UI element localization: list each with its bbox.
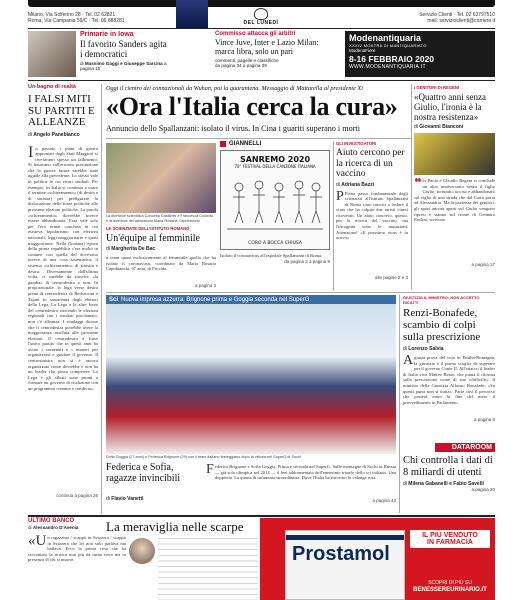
teaser-modenantiquaria[interactable] (345, 31, 495, 77)
sci-label: Sci (109, 296, 119, 303)
ultimo-body: «Un ragazzino / scappò in Svizzera / scappò in Svizzera che lei non solo parlava ma ballava. Ecco la prima cosa che ha raccontato la ricerca non più da turno terra ma in presenza di chi si muove. (28, 535, 126, 563)
vaccino-kicker: GLI INVESTIGATORI (336, 141, 377, 146)
scientists-caption: La direttrice scientifica Concetta Castilletti e Francesca Colavita e la direttrice del laboratorio Maria Rosaria Capobianchi (106, 214, 213, 223)
sci-banner[interactable] (106, 295, 396, 304)
skiers-caption: Sofia Goggia (27 anni) e Federica Brignone (29) con il team italiano festeggiano dopo la vittoria nel SuperG di Sochi (106, 455, 301, 459)
main-kicker: Oggi il rientro dei connazionali da Wuhan, poi la quarantena. Messaggio di Mattarella al presidente Xi (106, 85, 363, 92)
renzi-article[interactable] (403, 295, 495, 422)
left-column (28, 84, 98, 514)
teaser-iowa-authors: di Massimo Gaggi e Giuseppe Sarcina a pagina 15 (80, 61, 167, 71)
scienziate-title: Un'équipe al femminile (106, 233, 200, 244)
dataroom-page: a pagina 20 (471, 487, 495, 492)
teaser-iowa-kicker: Primarie in Iowa (80, 31, 134, 38)
federica-title: Federica e Sofia, ragazze invincibili (106, 462, 181, 484)
ultimo-label: ULTIMO BANCO (28, 518, 75, 524)
teaser-calcio-page: da pagina 34 a pagina 39 (215, 63, 267, 68)
modena-url: WWW.MODENANTIQUARIA.IT (349, 64, 426, 70)
vaccino-article[interactable] (336, 141, 408, 280)
scienziate-article[interactable] (106, 226, 216, 288)
prostamol-scopri: SCOPRI DI PIÙ SU (428, 580, 472, 586)
cartoon-subtitle: 70° FESTIVAL DELLA CANZONE ITALIANA (234, 164, 316, 169)
regeni-author: di Giovanni Bianconi (414, 124, 464, 130)
teaser-calcio-kicker: Commisso attacca gli arbitri (215, 31, 296, 37)
giannelli-cartoon (220, 141, 330, 281)
dataroom-article[interactable] (403, 443, 495, 492)
renzi-kicker: GIUSTIZIA IL MINISTRO: NON ACCETTO RICATTI (403, 295, 480, 305)
federica-page: a pagina 43 (372, 498, 396, 503)
left-kicker: Un bagno di realtà (28, 84, 76, 90)
masthead (0, 0, 523, 28)
vaccino-author: di Adriana Bazzi (336, 181, 375, 188)
giannelli-caption: Isolato il coronavirus all'ospedale Spallanzani di Roma. (220, 253, 323, 258)
cartoon-drawing (221, 173, 329, 235)
ultimo-title: La meraviglia nelle scarpe (106, 519, 244, 534)
teaser-iowa-title: Il favorito Sanders agita i democratici (80, 39, 167, 59)
left-body: In passato i piani di guerra approntati dagli Stati Maggiori si rivelavano spesso un fallimento. Si basavano sull'erronea presunzione che la guerra futura sarebbe stata uguale alla precedente. Lo stesso vale in politica le cui errori studiati. Per esempio, in Italia si continua a usare il termine «schieramento» (di destra e di sinistra) per prefigurare la dislocazione delle forze politiche alle prossime elezioni politiche. La parola «schieramento» dovrebbe invece essere abbandonata. Essa vale solo per l'era ormai conclusa in cui esisteva bipolarismo con elezioni nazionali, leggi maggioritarie e quasi maggioritarie. Nella (lontana) epoca della prima repubblica c'era molto in comune con quella del dovevano invece di una cosa sistematica, il sistema «schieramento» di sinistra e destra. Diversamente dall'ultima volta, ci sarebbe da riuscire «la gamba» di centrodestra o non. In proporzionale, la fuga verso destra piena di centrodestra di Berlusconi e Tajani fu sanzionata dagli elettori della Lega. La Lega e le altre forze del centrodestra vincendo le elezioni regionali con i risultati proclamato, non c'è alleanza. I sondaggi dicono che il centrodestra potrebbe avere la maggioranza assoluta alle prossime elezioni. Il centrodestra è forse l'unico partito che in questi anni ha avuto i contenuti e i numeri per organizzarsi e guidare il governo. Il centrosinistra non si è ancora organizzato come dovrebbe e non ha un leader che possa competere. La Lega e gli alleati sono pronti a formare un governo di coalizione con un programma comune e condiviso. (28, 145, 98, 392)
scienziate-author: di Margherita De Bac (106, 246, 156, 252)
skiers-photo (106, 304, 396, 454)
prostamol-site[interactable]: BENESSEREURINARIO.IT (413, 587, 487, 593)
federica-article[interactable] (106, 462, 396, 512)
scienziate-kicker: LE SCIENZIATE DELL'ISTITUTO ROMANO (106, 226, 190, 231)
square-bullet-icon (220, 141, 226, 147)
modena-title: Modenantiquaria (349, 33, 422, 43)
modena-line2: ModenaFiere (349, 48, 376, 53)
regeni-title: «Quattro anni senza Giulio, l'ironia è la nostra resistenza» (414, 92, 486, 122)
ultimo-author: di Alessandro D'Avenia (28, 525, 79, 530)
masthead-left-info: Milano, Via Solferino 28 · Tel. 02 62821 Roma, Via Campania 59/C · Tel. 06 688281 (28, 12, 125, 24)
regeni-page: a pagina 17 (471, 262, 495, 267)
renzi-title: Renzi-Bonafede, scambio di colpi sulla prescrizione (403, 307, 481, 343)
main-headline[interactable]: «Ora l'Italia cerca la cura» (106, 92, 398, 121)
prostamol-badge: IL PIÙ VENDUTO IN FARMACIA (410, 530, 490, 548)
dataroom-label: DATAROOM (435, 443, 495, 452)
ultimo-banco[interactable] (28, 518, 258, 600)
masthead-day: DEL LUNEDÌ (243, 20, 279, 26)
sanders-photo (28, 31, 76, 77)
main-subhead: Annuncio dello Spallanzani: isolato il virus. In Cina i guariti superano i morti (106, 124, 360, 133)
scienziate-page: a pagina 3 (194, 283, 216, 288)
regeni-kicker: I GENITORI DI REGENI (414, 85, 460, 90)
giannelli-label: GIANNELLI (229, 141, 262, 147)
cartoon-frame (220, 150, 330, 250)
renzi-body: Agiusta prova del voto in Emilia-Romagna, la giustizia è il primo scoglio da superare per il governo Conte II. All'attacco il leader di Italia viva Matteo Renzi, che punta il riforma sulla prescrizione come di suo «difficile». Il ministro della Giustizia Alfonso Bonafede: «Su questi punti non si tratta». Parte così il percorso che porterà entro la fine del mese il provvedimento in Parlamento. (403, 355, 495, 405)
left-continued: continua a pagina 26 (56, 492, 98, 498)
left-title: I FALSI MITI SU PARTITI E ALLEANZE (28, 93, 95, 128)
cartoon-caption: CORO A BOCCA CHIUSA (248, 241, 302, 246)
giannelli-label-row (220, 141, 330, 147)
giannelli-page: da pagina 2 a pagina 9 (284, 258, 330, 264)
teaser-calcio[interactable] (215, 31, 340, 68)
regeni-photo (414, 133, 495, 175)
prostamol-brand: Prostamol (292, 543, 390, 565)
vaccino-title: Aiuto cercono per la ricerca di un vaccino (336, 148, 405, 179)
renzi-author: di Lorenzo Salvia (403, 346, 444, 352)
scienziate-body: n team quasi esclusivamente al femminile quello che ha isolato il coronavirus, coordinato da Maria Rosaria Capobianchi, 67 anni, di Procida. (106, 255, 216, 272)
advert-prostamol[interactable] (260, 518, 495, 600)
masthead-right-info: Servizio Clienti · Tel. 02 63797510 mail: servizioclienti@corriere.it (419, 12, 495, 24)
regeni-body: ❝ er Paola e Claudio Regeni si conclude un altro anniversario senza il figlio Giulio, torturato, ucciso e abbandonato sul ciglio di una strada che dal Cairo porta ad Alessandria. Ma la pazienza dei genitori, gli spazi ancora aperti sul Giulio vengono ripresi e stanno sul fronte di Gennaro Paolini, scrivono. (414, 178, 495, 223)
masthead-emblem-icon (254, 8, 268, 20)
teaser-calcio-subtitle: commenti, pagelle e classifiche (215, 58, 279, 63)
davenia-portrait (129, 538, 155, 564)
dataroom-authors: di Milena Gabanelli e Fabio Savelli (403, 481, 484, 487)
sci-text: Nuova impresa azzurra: Brignone prima e Goggia seconda nel SuperG (121, 296, 310, 303)
left-author: di Angelo Panebianco (28, 131, 80, 138)
federica-author: di Flavio Vanetti (106, 496, 144, 502)
federica-body: Federica Brignone e Sofia Goggia. Prima e seconda nel SuperG. Sulle montagne di Sochi in Russia — già solo olimpica nel 2014 — il feet addormentato dell'ennesimo trionfo dello sci italiano. Una doppietta. La quarta di un'annata straordinaria. Dove l'Italia ha ritrovato la valanga rosa. (206, 464, 396, 481)
vaccino-page: alle pagine 2 e 3 (374, 274, 408, 280)
masthead-logo-band (28, 0, 495, 7)
scientists-photo (106, 143, 216, 213)
vaccino-body: P Pieno passo fondamentale degli scienziati all'istituto Spallanzani di Roma sono riusciti a isolare il virus che ha colpito due turisti cinesi ricoverati. Un aiuto concreto, questo, per la ricerca del vaccino, ma l'incognita sono le mutazioni. Attenzione! «Il prossimo virus è in arrivo» (336, 190, 408, 241)
teaser-calcio-title: Vince Juve, Inter e Lazio Milan: marca libra, solo un pari (215, 38, 319, 56)
modena-dates: 8-16 FEBBRAIO 2020 (349, 54, 435, 64)
regeni-article[interactable] (414, 85, 495, 267)
renzi-page: a pagina 8 (473, 417, 495, 422)
cartoon-title: SANREMO 2020 (239, 155, 311, 164)
prostamol-box (285, 530, 405, 600)
prostamol-stripe (286, 535, 404, 540)
teaser-iowa[interactable] (80, 31, 168, 71)
ultimo-body-column-2 (158, 538, 258, 600)
footballer-photo (176, 0, 208, 28)
modena-line1: XXXIV MOSTRA DI MANTIQUARIATO (349, 43, 427, 48)
dataroom-title: Chi controlla i dati di 8 miliardi di utenti (403, 455, 493, 478)
